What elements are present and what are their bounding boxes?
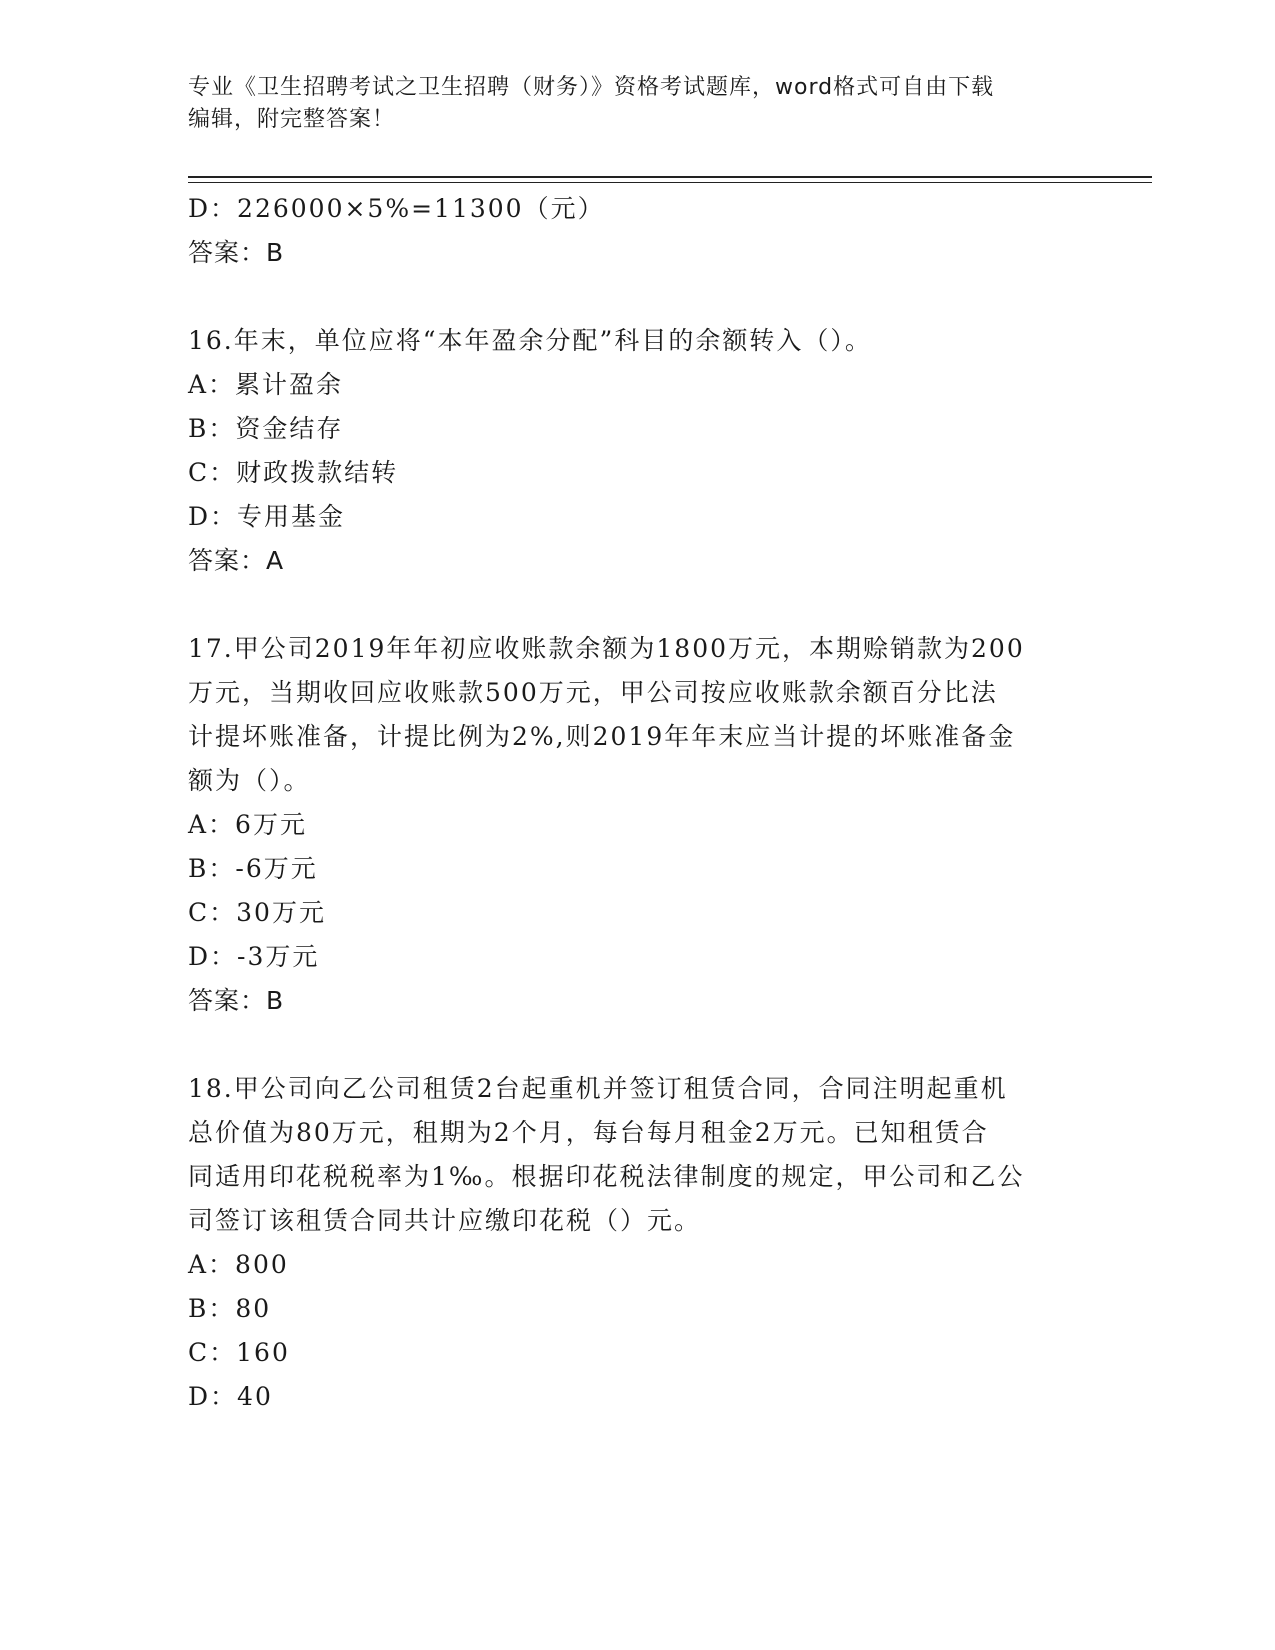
q17-option-d: D：-3万元: [188, 942, 320, 971]
q18-stem-line-4: 司签订该租赁合同共计应缴印花税（）元。: [188, 1206, 702, 1235]
header-divider-thin: [188, 182, 1152, 183]
q17-option-c: C：30万元: [188, 898, 326, 927]
q17-stem-line-3: 计提坏账准备，计提比例为2%,则2019年年末应当计提的坏账准备金: [188, 722, 1016, 751]
q17-answer: 答案：B: [188, 986, 285, 1015]
header-divider-thick: [188, 176, 1152, 178]
q17-stem-line-4: 额为（）。: [188, 766, 311, 795]
q15-option-d: D：226000×5%=11300（元）: [188, 194, 605, 223]
q18-option-c: C：160: [188, 1338, 290, 1367]
q16-option-c: C：财政拨款结转: [188, 458, 399, 487]
q16-option-b: B：资金结存: [188, 414, 344, 443]
q16-stem: 16.年末，单位应将“本年盈余分配”科目的余额转入（）。: [188, 326, 872, 355]
header-title-line-2: 编辑，附完整答案！: [188, 107, 396, 132]
q16-option-d: D：专用基金: [188, 502, 346, 531]
header-title-line-1: 专业《卫生招聘考试之卫生招聘（财务）》资格考试题库，word格式可自由下载: [188, 75, 995, 100]
q18-stem-line-1: 18.甲公司向乙公司租赁2台起重机并签订租赁合同，合同注明起重机: [188, 1074, 1008, 1103]
q18-stem-line-2: 总价值为80万元，租期为2个月，每台每月租金2万元。已知租赁合: [188, 1118, 989, 1147]
q18-option-d: D：40: [188, 1382, 273, 1411]
q18-option-b: B：80: [188, 1294, 272, 1323]
q15-answer: 答案：B: [188, 238, 285, 267]
q17-stem-line-1: 17.甲公司2019年年初应收账款余额为1800万元，本期赊销款为200: [188, 634, 1025, 663]
q18-stem-line-3: 同适用印花税税率为1‰。根据印花税法律制度的规定，甲公司和乙公: [188, 1162, 1025, 1191]
q16-answer: 答案：A: [188, 546, 285, 575]
q18-option-a: A：800: [188, 1250, 289, 1279]
document-header: [188, 72, 1088, 136]
q16-option-a: A：累计盈余: [188, 370, 344, 399]
q17-option-b: B：-6万元: [188, 854, 318, 883]
q17-option-a: A：6万元: [188, 810, 307, 839]
q17-stem-line-2: 万元，当期收回应收账款500万元，甲公司按应收账款余额百分比法: [188, 678, 998, 707]
